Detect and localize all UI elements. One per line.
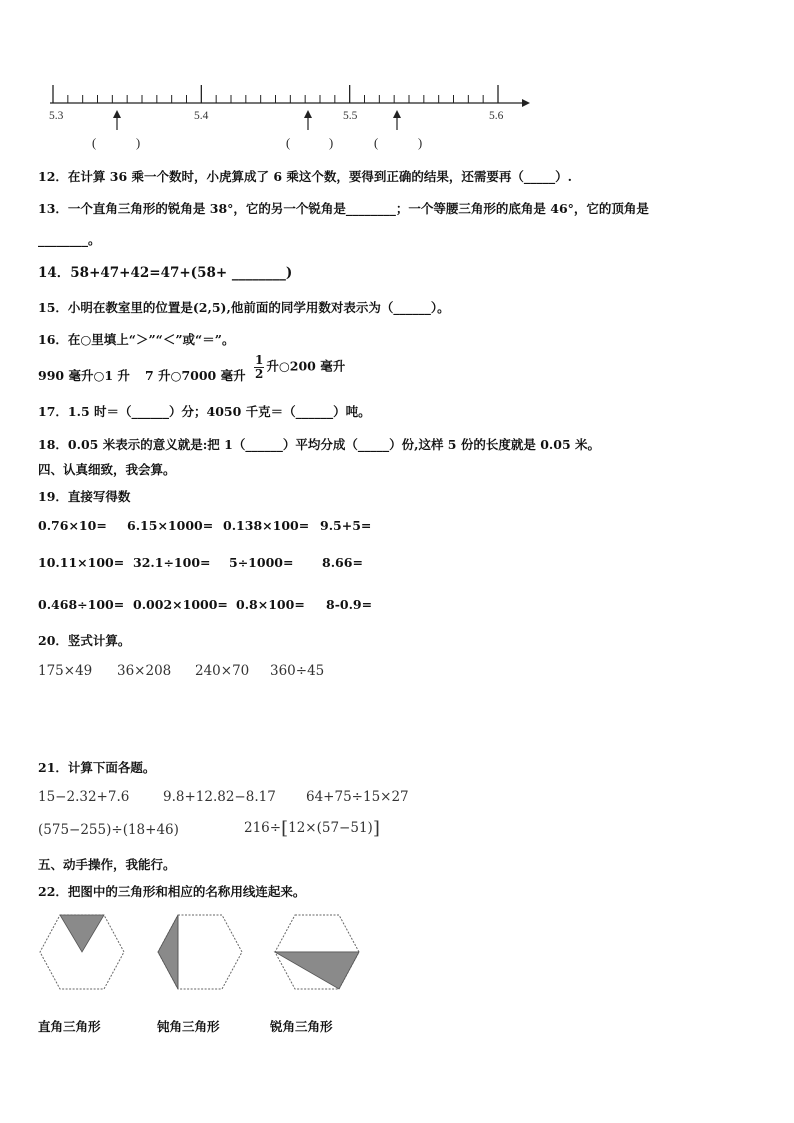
- question-12: 12．在计算 36 乘一个数时，小虎算成了 6 乘这个数，要得到正确的结果，还需要再（_____）.: [38, 169, 572, 184]
- q19-r2-c3: 5÷1000=: [229, 555, 294, 570]
- q19-r1-c3: 0.138×100=: [223, 518, 310, 533]
- question-13-line2: ________。: [38, 232, 101, 247]
- answer-blank-1-open[interactable]: (: [92, 136, 97, 150]
- acute-triangle-shape: [275, 952, 359, 989]
- tick-label-5-3: 5.3: [49, 110, 64, 122]
- obtuse-triangle-shape: [158, 915, 178, 989]
- caption-right-triangle: 直角三角形: [38, 1019, 101, 1034]
- q16-item-3: $\frac{1}{2}$ 升○200 毫升: [255, 353, 346, 381]
- hexagon-figure-2: [156, 912, 246, 992]
- number-line: [40, 80, 540, 130]
- q21-expr-4: (575−255)÷(18+46): [38, 822, 179, 838]
- question-14: 14．58+47+42=47+(58+ ________): [38, 265, 293, 281]
- question-19-title: 19．直接写得数: [38, 489, 131, 504]
- up-arrow-3: [393, 110, 401, 130]
- question-16: 16．在○里填上“＞”“＜”或“＝”。: [38, 332, 235, 347]
- q20-item-4: 360÷45: [270, 663, 325, 679]
- q19-r3-c4: 8-0.9=: [326, 597, 373, 612]
- hexagon-figure-1: [38, 912, 128, 992]
- right-triangle-shape: [60, 915, 104, 952]
- caption-acute-triangle: 锐角三角形: [270, 1019, 333, 1034]
- answer-blank-2-close[interactable]: ): [329, 136, 334, 150]
- q20-item-2: 36×208: [117, 663, 172, 679]
- answer-blank-3-close[interactable]: ): [418, 136, 423, 150]
- q16-item-1: 990 毫升○1 升: [38, 368, 130, 383]
- answer-blank-1-close[interactable]: ): [136, 136, 141, 150]
- q19-r1-c2: 6.15×1000=: [127, 518, 214, 533]
- q21-expr-1: 15−2.32+7.6: [38, 789, 130, 805]
- section-4-heading: 四、认真细致，我会算。: [38, 462, 176, 477]
- q19-r3-c2: 0.002×1000=: [133, 597, 228, 612]
- q19-r2-c2: 32.1÷100=: [133, 555, 211, 570]
- q19-r3-c3: 0.8×100=: [236, 597, 305, 612]
- answer-blank-2-open[interactable]: (: [286, 136, 291, 150]
- q19-r1-c1: 0.76×10=: [38, 518, 107, 533]
- q21-expr-2: 9.8+12.82−8.17: [163, 789, 276, 805]
- question-20-title: 20．竖式计算。: [38, 633, 131, 648]
- up-arrow-1: [113, 110, 121, 130]
- q21-expr-5: 216÷[12×(57−51)]: [244, 818, 380, 839]
- section-5-heading: 五、动手操作，我能行。: [38, 857, 176, 872]
- question-18: 18．0.05 米表示的意义就是:把 1（______）平均分成（_____）份,这样 5 份的长度就是 0.05 米。: [38, 437, 601, 452]
- number-line-ticks: [53, 85, 498, 103]
- q19-r1-c4: 9.5+5=: [320, 518, 372, 533]
- number-line-arrowhead: [522, 99, 530, 107]
- question-21-title: 21．计算下面各题。: [38, 760, 156, 775]
- answer-blank-3-open[interactable]: (: [374, 136, 379, 150]
- fraction-one-half: $\frac{1}{2}$: [255, 353, 264, 381]
- hexagon-figure-3: [273, 912, 363, 992]
- q21-expr-3: 64+75÷15×27: [306, 789, 409, 805]
- question-15: 15．小明在教室里的位置是(2,5),他前面的同学用数对表示为（______）。: [38, 300, 450, 315]
- question-22-title: 22．把图中的三角形和相应的名称用线连起来。: [38, 884, 306, 899]
- up-arrow-2: [304, 110, 312, 130]
- q16-item-2: 7 升○7000 毫升: [145, 368, 246, 383]
- q20-item-1: 175×49: [38, 663, 93, 679]
- q20-item-3: 240×70: [195, 663, 250, 679]
- tick-label-5-4: 5.4: [194, 110, 209, 122]
- caption-obtuse-triangle: 钝角三角形: [157, 1019, 220, 1034]
- q19-r2-c4: 8.66=: [322, 555, 363, 570]
- tick-label-5-5: 5.5: [343, 110, 358, 122]
- question-17: 17．1.5 时＝（______）分；4050 千克＝（______）吨。: [38, 404, 371, 419]
- tick-label-5-6: 5.6: [489, 110, 504, 122]
- q19-r3-c1: 0.468÷100=: [38, 597, 125, 612]
- question-13-line1: 13．一个直角三角形的锐角是 38°，它的另一个锐角是________；一个等腰三角形的底角是 46°，它的顶角是: [38, 201, 649, 216]
- q19-r2-c1: 10.11×100=: [38, 555, 125, 570]
